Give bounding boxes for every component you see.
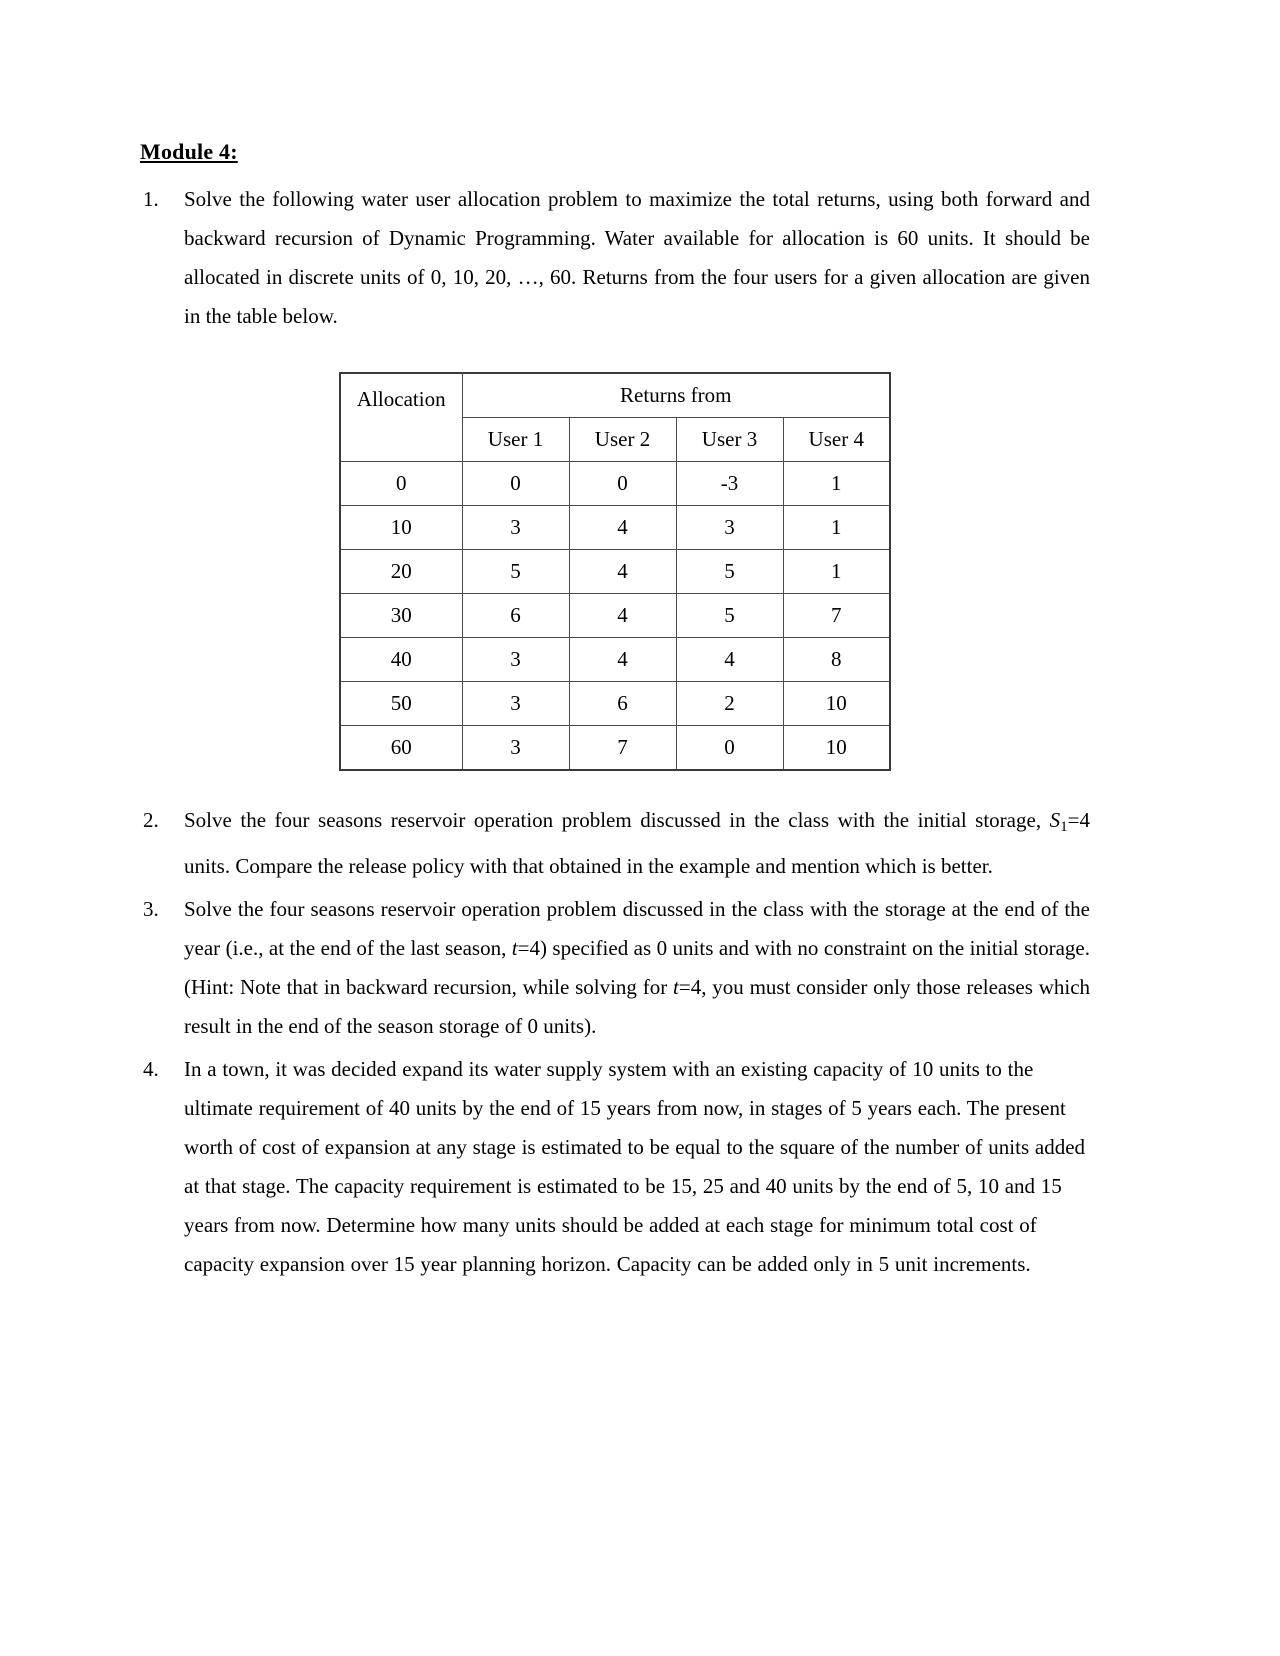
question-item-3: [140, 890, 1090, 1046]
question-text-4: In a town, it was decided expand its water supply system with an existing capacity of 10 units to the ultimate requirement of 40 units by the end of 15 years from now, in stages of 5 years each. The present worth of cost of expansion at any stage is estimated to be equal to the square of the number of units added at that stage. The capacity requirement is estimated to be 15, 25 and 40 units by the end of 5, 10 and 15 years from now. Determine how many units should be added at each stage for minimum total cost of capacity expansion over 15 year planning horizon. Capacity can be added only in 5 unit increments.: [184, 1056, 1086, 1276]
question-number-2: 2.: [143, 807, 159, 832]
cell-user-3: 2: [676, 681, 783, 725]
table-row: [340, 681, 890, 725]
question-list-continued: [140, 801, 1090, 1284]
cell-allocation: 30: [340, 593, 462, 637]
table-row: [340, 725, 890, 770]
cell-user-3: 3: [676, 505, 783, 549]
cell-user-4: 10: [783, 681, 890, 725]
cell-allocation: 60: [340, 725, 462, 770]
question-text-3-part-b: =4) specified as 0 units and with no constraint on the initial storage. (Hint: Note that in backward recursion, while solving for: [184, 935, 1090, 999]
cell-user-4: 1: [783, 505, 890, 549]
table-header-user-1: User 1: [462, 417, 569, 461]
question-item-4: [140, 1050, 1090, 1284]
variable-s: S: [1049, 807, 1061, 832]
question-list: [140, 180, 1090, 336]
table-row: [340, 461, 890, 505]
table-head: [340, 373, 890, 462]
table-body: [340, 461, 890, 770]
cell-user-3: 4: [676, 637, 783, 681]
cell-allocation: 50: [340, 681, 462, 725]
question-item-1: [140, 180, 1090, 336]
cell-user-4: 7: [783, 593, 890, 637]
page-title: Module 4:: [140, 139, 238, 164]
question-number-1: 1.: [143, 186, 159, 211]
table-header-user-2: User 2: [569, 417, 676, 461]
document-content: [140, 138, 1090, 1288]
cell-user-2: 7: [569, 725, 676, 770]
question-number-3: 3.: [143, 896, 159, 921]
cell-user-4: 1: [783, 461, 890, 505]
table-row: [340, 637, 890, 681]
cell-user-2: 4: [569, 549, 676, 593]
variable-t-first: t: [511, 935, 518, 960]
cell-user-1: 3: [462, 681, 569, 725]
cell-user-2: 0: [569, 461, 676, 505]
table-header-user-4: User 4: [783, 417, 890, 461]
variable-s-subscript: 1: [1060, 818, 1068, 835]
cell-allocation: 10: [340, 505, 462, 549]
cell-user-1: 3: [462, 505, 569, 549]
cell-user-2: 6: [569, 681, 676, 725]
question-text-3-part-a: Solve the four seasons reservoir operation problem discussed in the class with the storage at the end of the year (i.e., at the end of the last season,: [184, 896, 1090, 960]
cell-user-2: 4: [569, 637, 676, 681]
cell-user-1: 5: [462, 549, 569, 593]
question-item-2: [140, 801, 1090, 886]
returns-table-wrapper: [140, 372, 1090, 771]
cell-allocation: 20: [340, 549, 462, 593]
cell-user-1: 6: [462, 593, 569, 637]
question-text-2-part-a: Solve the four seasons reservoir operation problem discussed in the class with the initial storage,: [184, 807, 1050, 832]
cell-user-1: 3: [462, 725, 569, 770]
table-header-user-3: User 3: [676, 417, 783, 461]
question-text-3-part-c: =4, you must consider only those releases which result in the end of the season storage of 0 units).: [184, 974, 1091, 1038]
table-row: [340, 505, 890, 549]
cell-user-4: 10: [783, 725, 890, 770]
table-header-returns-from: Returns from: [462, 373, 890, 418]
cell-user-3: 5: [676, 549, 783, 593]
cell-user-4: 1: [783, 549, 890, 593]
question-number-4: 4.: [143, 1056, 159, 1081]
cell-user-3: 5: [676, 593, 783, 637]
cell-allocation: 0: [340, 461, 462, 505]
table-header-row-group: [340, 373, 890, 418]
returns-table: [339, 372, 891, 771]
cell-user-3: 0: [676, 725, 783, 770]
cell-user-1: 0: [462, 461, 569, 505]
table-row: [340, 549, 890, 593]
table-header-allocation: Allocation: [340, 373, 462, 462]
question-text-1: Solve the following water user allocation problem to maximize the total returns, using both forward and backward recursion of Dynamic Programming. Water available for allocation is 60 units. It should be allocated in discrete units of 0, 10, 20, …, 60. Returns from the four users for a given allocation are given in the table below.: [184, 186, 1090, 328]
cell-user-2: 4: [569, 593, 676, 637]
cell-user-4: 8: [783, 637, 890, 681]
table-row: [340, 593, 890, 637]
variable-t-second: t: [673, 974, 679, 999]
question-text-2-part-b: =4 units. Compare the release policy with that obtained in the example and mention which is better.: [184, 807, 1090, 878]
cell-user-3: -3: [676, 461, 783, 505]
cell-allocation: 40: [340, 637, 462, 681]
cell-user-2: 4: [569, 505, 676, 549]
cell-user-1: 3: [462, 637, 569, 681]
